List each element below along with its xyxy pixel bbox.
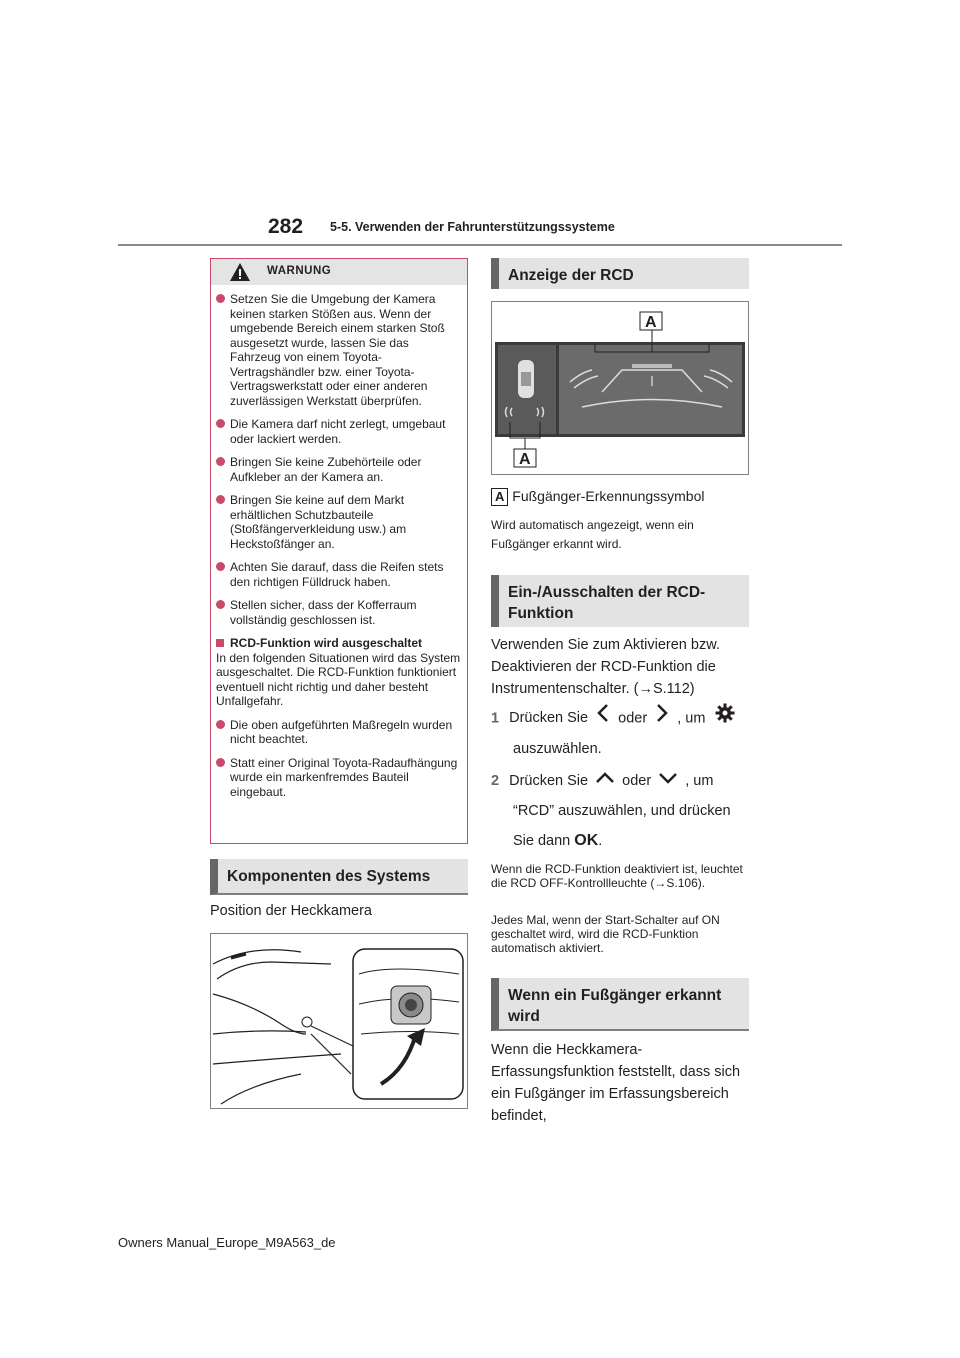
footer-text: Owners Manual_Europe_M9A563_de xyxy=(118,1235,336,1250)
bullet-dot xyxy=(216,758,225,767)
page-number: 282 xyxy=(268,215,304,238)
bullet-dot xyxy=(216,495,225,504)
chevron-down-icon xyxy=(658,766,678,796)
label-a-box: A xyxy=(491,488,508,506)
step-number: 2 xyxy=(491,773,500,789)
svg-text:A: A xyxy=(645,314,657,331)
section-title: 5-5. Verwenden der Fahrunterstützungssysteme xyxy=(330,220,615,234)
rcd-note-2: Jedes Mal, wenn der Start-Schalter auf ON geschaltet wird, wird die RCD-Funktion automatisch aktiviert. xyxy=(491,913,720,955)
step-number: 1 xyxy=(491,710,500,727)
rcd-legend-text: Fußgänger-Erkennungssymbol xyxy=(512,488,705,504)
bullet-square xyxy=(216,639,224,647)
warning-title: WARNUNG xyxy=(267,265,332,277)
bullet-dot xyxy=(216,720,225,729)
rear-camera-illustration xyxy=(211,934,467,1108)
warning-subhead: RCD-Funktion wird ausgeschaltet xyxy=(216,636,462,651)
rcd-note: Wird automatisch angezeigt, wenn ein Fußgänger erkannt wird. xyxy=(491,518,694,551)
warning-sub-paragraph: In den folgenden Situationen wird das System ausgeschaltet. Die RCD-Funktion funktioniert eventuell nicht richtig und daher besteht Unfallgefahr. xyxy=(216,650,461,708)
components-caption: Position der Heckkamera xyxy=(210,903,372,919)
rcd-note-1: Wenn die RCD-Funktion deaktiviert ist, leuchtet die RCD OFF-Kontrollleuchte (→S.106). xyxy=(491,862,743,890)
svg-text:A: A xyxy=(519,451,531,468)
rcd-legend xyxy=(491,485,705,507)
gear-icon xyxy=(715,703,735,734)
warning-item: Setzen Sie die Umgebung der Kamera keinen starken Stößen aus. Wenn der umgebende Bereich einem starken Stoß ausgesetzt wurde, lassen Sie das Fahrzeug von einem Toyota-Vertragshändler bzw. einer Toyota-Vertragswerkstatt oder einer anderen zuverlässigen Werkstatt überprüfen. xyxy=(216,292,462,408)
bullet-dot xyxy=(216,562,225,571)
rcd-display-figure xyxy=(491,301,749,475)
chevron-left-icon xyxy=(596,703,610,734)
warning-item: Achten Sie darauf, dass die Reifen stets den richtigen Fülldruck haben. xyxy=(216,560,462,589)
rcd-display-heading: Anzeige der RCD xyxy=(491,258,749,289)
warning-item: Statt einer Original Toyota-Radaufhängung wurde ein markenfremdes Bauteil eingebaut. xyxy=(216,756,462,800)
bullet-dot xyxy=(216,294,225,303)
step-1: 1 Drücken Sie oder , um auszuwählen. xyxy=(491,703,753,764)
warning-item: Die oben aufgeführten Maßregeln wurden nicht beachtet. xyxy=(216,718,462,747)
warning-list xyxy=(216,292,462,808)
rcd-onoff-heading: Ein-/Ausschalten der RCD-Funktion xyxy=(491,575,749,627)
ok-icon: OK xyxy=(574,832,599,850)
pedestrian-heading: Wenn ein Fußgänger erkannt wird xyxy=(491,978,749,1031)
warning-header xyxy=(211,259,467,285)
warning-item: Bringen Sie keine auf dem Markt erhältlichen Schutzbauteile (Stoßfängerverkleidung usw.) am Heckstoßfänger an. xyxy=(216,493,462,551)
chevron-up-icon xyxy=(595,766,615,796)
bullet-dot xyxy=(216,457,225,466)
warning-item: Stellen sicher, dass der Kofferraum vollständig geschlossen ist. xyxy=(216,598,462,627)
pedestrian-text: Wenn die Heckkamera-Erfassungsfunktion feststellt, dass sich ein Fußgänger im Erfassungsbereich befindet, xyxy=(491,1042,741,1124)
rcd-display-illustration xyxy=(492,302,748,474)
warning-item: Die Kamera darf nicht zerlegt, umgebaut oder lackiert werden. xyxy=(216,417,462,446)
header-divider xyxy=(118,244,842,246)
step-2: 2 Drücken Sie oder , um “RCD” auszuwählen, und drücken Sie dann OK. xyxy=(491,766,753,856)
rear-camera-figure xyxy=(210,933,468,1109)
bullet-dot xyxy=(216,419,225,428)
warning-item: Bringen Sie keine Zubehörteile oder Aufkleber an der Kamera an. xyxy=(216,455,462,484)
bullet-dot xyxy=(216,600,225,609)
rcd-onoff-intro: Verwenden Sie zum Aktivieren bzw. Deaktivieren der RCD-Funktion die Instrumentenschalter. (→S.112) xyxy=(491,637,720,697)
chevron-right-icon xyxy=(655,703,669,734)
warning-triangle-icon xyxy=(229,262,251,282)
components-heading: Komponenten des Systems xyxy=(210,859,468,895)
